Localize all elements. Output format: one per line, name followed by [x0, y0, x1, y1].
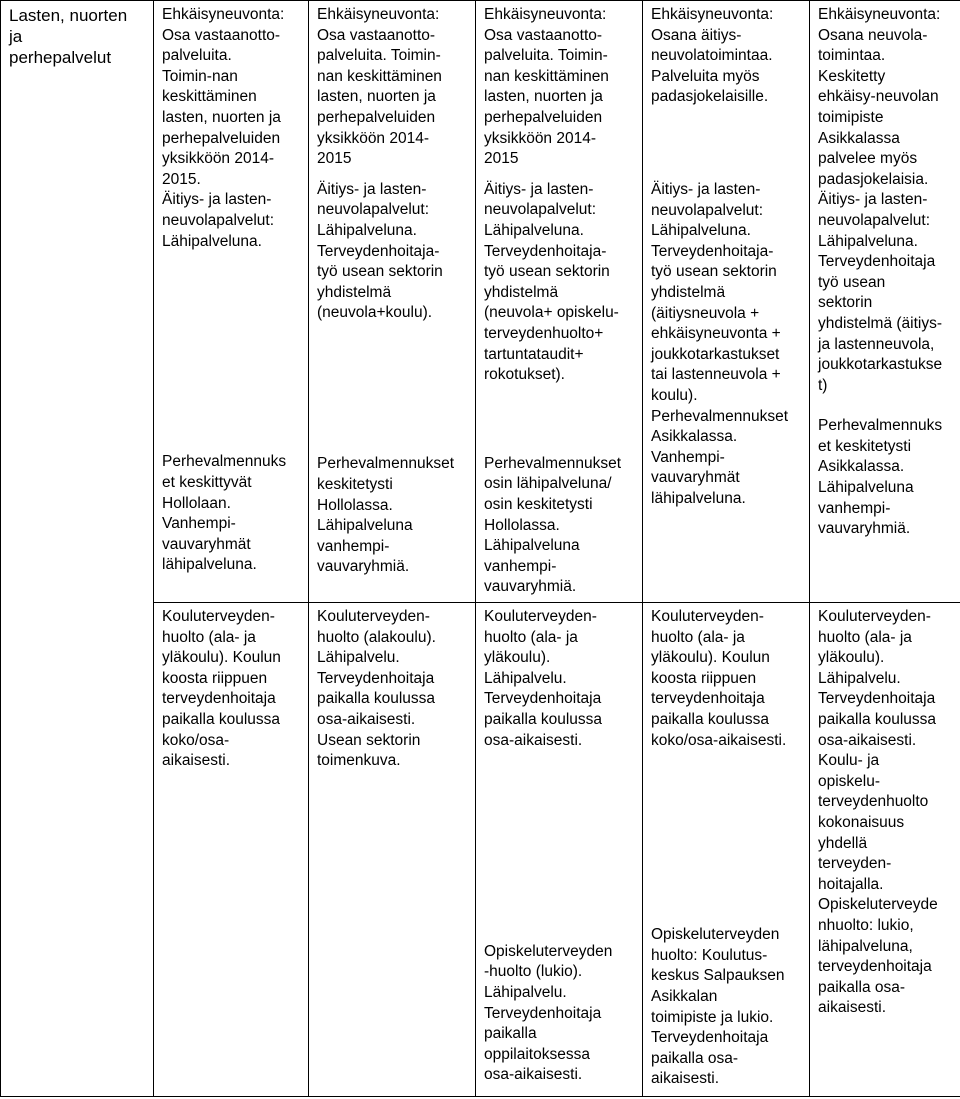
col4-student-title: Opiskeluterveyden huolto:	[651, 926, 780, 964]
col4-family-body: Perhevalmennukset Asikkalassa. Vanhempi- vauvaryhmät lähipalveluna.	[651, 407, 788, 507]
col5-early-body: Osana neuvola- toimintaa. Keskitetty ehkäisy-neuvolan toimipiste Asikkalassa palvelee myös padasjokelaisia.	[818, 26, 939, 188]
col2-school-body: Lähipalvelu. Terveydenhoitaja paikalla koulussa osa-aikaisesti. Usean sektorin toimenkuva.	[317, 649, 436, 770]
col5-student-title: Opiskeluterveyde nhuolto: lukio,	[818, 896, 938, 934]
col5-early-title: Ehkäisyneuvonta:	[818, 6, 941, 23]
col5-school-section	[818, 607, 954, 648]
col1-clinic-title: Äitiys- ja lasten- neuvolapalvelut:	[162, 191, 275, 229]
col3-bottom-cell	[476, 603, 643, 1097]
col3-student-inline: (lukio).	[531, 963, 583, 981]
col5-student-body: lähipalveluna, terveydenhoitaja paikalla osa- aikaisesti.	[818, 937, 932, 1017]
col5-school-inline: (ala- ja	[860, 628, 912, 646]
col2-top-cell	[309, 1, 476, 603]
col5-bottom-cell	[810, 603, 960, 1097]
col3-school-title: Kouluterveyden- huolto	[484, 608, 597, 646]
col3-early-title: Ehkäisyneuvonta:	[484, 6, 607, 23]
col2-early-title: Ehkäisyneuvonta:	[317, 6, 440, 23]
col1-school-title: Kouluterveyden- huolto	[162, 608, 275, 646]
col5-clinic-title: Äitiys- ja lasten- neuvolapalvelut:	[818, 191, 931, 229]
col2-family-body: Perhevalmennukset keskitetysti Hollolassa. Lähipalveluna vanhempi- vauvaryhmiä.	[317, 455, 454, 576]
col4-bottom-cell	[643, 603, 810, 1097]
col2-school-section	[317, 607, 469, 648]
col3-student-title: Opiskeluterveyden -huolto	[484, 942, 613, 981]
row-header: Lasten, nuorten ja perhepalvelut	[9, 6, 128, 67]
col4-top-cell	[643, 1, 810, 603]
col5-family-body: Perhevalmennuks et keskitetysti Asikkalassa. Lähipalveluna vanhempi- vauvaryhmiä.	[818, 417, 943, 538]
col3-school-section	[484, 607, 636, 648]
col3-early-body: Osa vastaanotto- palveluita. Toimin- nan keskittäminen lasten, nuorten ja perhepalveluiden yksikköön 2014- 2015	[484, 26, 609, 168]
col3-clinic-title: Äitiys- ja lasten- neuvolapalvelut:	[484, 180, 597, 219]
col3-top-cell	[476, 1, 643, 603]
col2-clinic-title: Äitiys- ja lasten- neuvolapalvelut:	[317, 180, 430, 219]
col5-top-cell	[810, 1, 960, 603]
col2-clinic-body: Lähipalveluna. Terveydenhoitaja- työ usean sektorin yhdistelmä (neuvola+koulu).	[317, 221, 443, 322]
col4-early-body: Osana äitiys- neuvolatoimintaa. Palveluita myös padasjokelaisille.	[651, 26, 773, 106]
col2-school-title: Kouluterveyden- huolto	[317, 608, 430, 646]
col4-clinic-title: Äitiys- ja lasten- neuvolapalvelut:	[651, 180, 764, 219]
col3-family-body: Perhevalmennukset osin lähipalveluna/ osin keskitetysti Hollolassa. Lähipalveluna vanhempi- vauvaryhmiä.	[484, 454, 621, 596]
row-header-cell	[1, 1, 154, 1097]
col4-school-inline: (ala- ja	[693, 628, 745, 646]
col3-student-section	[484, 942, 636, 983]
col3-clinic-body: Lähipalveluna. Terveydenhoitaja- työ usean sektorin yhdistelmä (neuvola+ opiskelu- terveydenhuolto+ tartuntataudit+ rokotukset).	[484, 221, 619, 384]
col4-student-body: keskus Salpauksen Asikkalan toimipiste ja lukio. Terveydenhoitaja paikalla osa- aikaisesti.	[651, 967, 785, 1088]
col4-school-title: Kouluterveyden- huolto	[651, 608, 764, 646]
col2-early-body: Osa vastaanotto- palveluita. Toimin- nan keskittäminen lasten, nuorten ja perhepalveluiden yksikköön 2014- 2015	[317, 26, 442, 168]
col4-clinic-body: Lähipalveluna. Terveydenhoitaja- työ usean sektorin yhdistelmä (äitiysneuvola + ehkäisyneuvonta + joukkotarkastukset tai lastenneuvola + koulu).	[651, 222, 781, 404]
col4-school-section	[651, 607, 803, 648]
col2-bottom-cell	[309, 603, 476, 1097]
col3-student-body: Lähipalvelu. Terveydenhoitaja paikalla oppilaitoksessa osa-aikaisesti.	[484, 984, 602, 1084]
col1-family-body: Perhevalmennuks et keskittyvät Hollolaan. Vanhempi- vauvaryhmät lähipalveluna.	[162, 453, 287, 574]
col1-school-body: yläkoulu). Koulun koosta riippuen terveydenhoitaja paikalla koulussa koko/osa- aikaisesti.	[162, 649, 281, 770]
col4-school-body: yläkoulu). Koulun koosta riippuen terveydenhoitaja paikalla koulussa koko/osa-aikaisesti.	[651, 649, 787, 749]
col2-school-inline: (alakoulu).	[359, 628, 436, 646]
col5-clinic-body: Lähipalveluna. Terveydenhoitaja työ usean sektorin yhdistelmä (äitiys- ja lastenneuvola, joukkotarkastukse t)	[818, 232, 943, 394]
col4-early-title: Ehkäisyneuvonta:	[651, 6, 774, 23]
col1-school-inline: (ala- ja	[204, 628, 256, 646]
col1-school-section	[162, 607, 302, 648]
col1-bottom-cell	[154, 603, 309, 1097]
col1-early-title: Ehkäisyneuvonta:	[162, 6, 285, 23]
col3-school-inline: (ala- ja	[526, 628, 578, 646]
col5-school-body: yläkoulu). Lähipalvelu. Terveydenhoitaja paikalla koulussa osa-aikaisesti. Koulu- ja opiskelu- terveydenhuolto kokonaisuus yhdellä terveyden- hoitajalla.	[818, 649, 937, 893]
col1-clinic-body: Lähipalveluna.	[162, 232, 262, 250]
col1-top-cell	[154, 1, 309, 603]
col4-student-inline: Koulutus-	[697, 946, 768, 964]
col5-school-title: Kouluterveyden- huolto	[818, 608, 931, 646]
col1-early-body: Osa vastaanotto- palveluita. Toimin-nan keskittäminen lasten, nuorten ja perhepalveluiden yksikköön 2014- 2015.	[162, 26, 281, 188]
col4-student-section	[651, 925, 803, 966]
col3-school-body: yläkoulu). Lähipalvelu. Terveydenhoitaja paikalla koulussa osa-aikaisesti.	[484, 649, 603, 749]
